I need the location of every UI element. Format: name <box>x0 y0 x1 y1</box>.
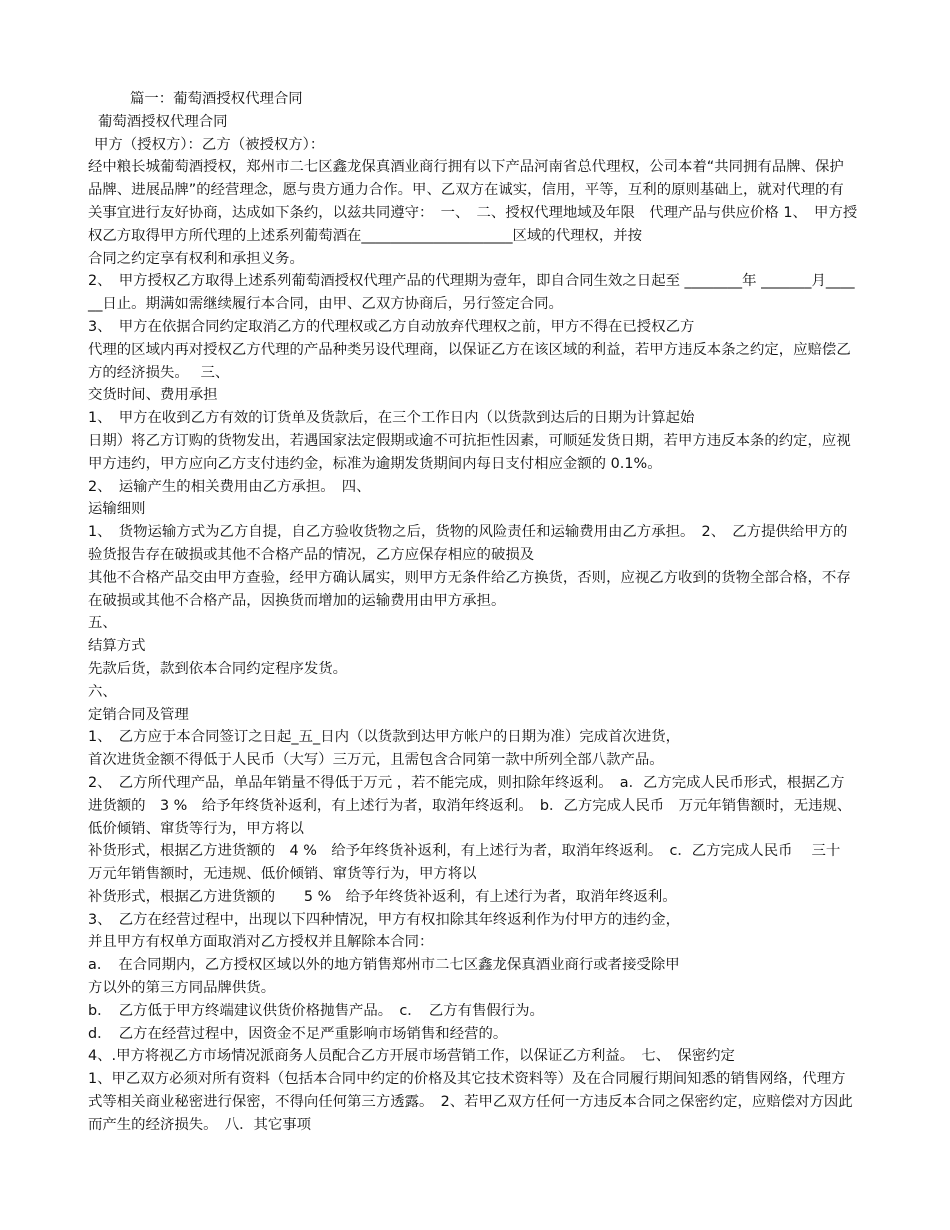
paragraph: 3、 甲方在依据合同约定取消乙方的代理权或乙方自动放弃代理权之前，甲方不得在已授权乙方 <box>88 318 695 335</box>
paragraph: 1、甲乙双方必须对所有资料（包括本合同中约定的价格及其它技术资料等）及在合同履行期间知悉的销售网络，代理方式等相关商业秘密进行保密，不得向任何第三方透露。 2、若甲乙双方任何一方违反本合同之保密约定，应赔偿对方因此而产生的经济损失。 八．其它事项 <box>88 1071 853 1133</box>
paragraph: 2、 乙方所代理产品，单品年销量不得低于万元 ，若不能完成，则扣除年终返利。 a．乙方完成人民币形式，根据乙方进货额的 3 % 给予年终货补返利，有上述行为者，取消年终返利。 b．乙方完成人民币 万元年销售额时，无违规、低价倾销、窜货等行为，甲方将以 <box>88 774 852 837</box>
document-body <box>88 88 858 1137</box>
contract-title: 葡萄酒授权代理合同 <box>98 113 228 130</box>
paragraph: 3、 乙方在经营过程中，出现以下四种情况，甲方有权扣除其年终返利作为付甲方的违约金， <box>88 911 680 928</box>
paragraph: 日期）将乙方订购的货物发出，若遇国家法定假期或逾不可抗拒性因素，可顺延发货日期，若甲方违反本条的约定，应视甲方违约，甲方应向乙方支付违约金，标准为逾期发货期间内每日支付相应金额的 0.1%。 <box>88 432 851 472</box>
section-heading: 结算方式 <box>88 638 146 655</box>
section-number: 六、 <box>88 683 117 700</box>
paragraph: 补货形式，根据乙方进货额的 5 % 给予年终货补返利，有上述行为者，取消年终返利。 <box>88 888 677 905</box>
paragraph: 2、 运输产生的相关费用由乙方承担。 四、 <box>88 478 371 495</box>
paragraph: 1、 甲方在收到乙方有效的订货单及货款后，在三个工作日内（以货款到达后的日期为计算起始 <box>88 410 695 427</box>
section-heading: 交货时间、费用承担 <box>88 387 218 404</box>
paragraph: 4、.甲方将视乙方市场情况派商务人员配合乙方开展市场营销工作，以保证乙方利益。 七、 保密约定 <box>88 1048 735 1065</box>
paragraph: 先款后货，款到依本合同约定程序发货。 <box>88 660 348 677</box>
doc-heading: 篇一：葡萄酒授权代理合同 <box>130 91 303 107</box>
paragraph: 经中粮长城葡萄酒授权，郑州市二七区鑫龙保真酒业商行拥有以下产品河南省总代理权，公司本着“共同拥有品牌、保护品牌、进展品牌”的经营理念，愿与贵方通力合作。甲、乙双方在诚实，信用，平等，互利的原则基础上，就对代理的有关事宜进行友好协商，达成如下条约，以兹共同遵守： 一、 二、授权代理地域及年限 代理产品与供应价格 1、 甲方授权乙方取得甲方所代理的上述系列葡萄酒在_____________________区域的代理权，并按 <box>88 159 858 244</box>
parties-line: 甲方（授权方）：乙方（被授权方）： <box>94 136 325 153</box>
paragraph: 其他不合格产品交由甲方查验，经甲方确认属实，则甲方无条件给乙方换货，否则，应视乙方收到的货物全部合格，不存在破损或其他不合格产品，因换货而增加的运输费用由甲方承担。 <box>88 569 851 609</box>
section-heading: 运输细则 <box>88 501 146 518</box>
paragraph: 方以外的第三方同品牌供货。 <box>88 980 276 997</box>
paragraph: 代理的区域内再对授权乙方代理的产品种类另设代理商，以保证乙方在该区域的利益，若甲方违反本条之约定，应赔偿乙方的经济损失。 三、 <box>88 341 851 381</box>
paragraph: 合同之约定享有权利和承担义务。 <box>88 250 304 267</box>
paragraph: 1、 货物运输方式为乙方自提，自乙方验收货物之后，货物的风险责任和运输费用由乙方承担。 2、 乙方提供给甲方的验货报告存在破损或其他不合格产品的情况，乙方应保存相应的破损及 <box>88 524 848 563</box>
paragraph: 1、 乙方应于本合同签订之日起_五_日内（以货款到达甲方帐户的日期为准）完成首次进货， <box>88 729 680 746</box>
paragraph: 补货形式，根据乙方进货额的 4 % 给予年终货补返利，有上述行为者，取消年终返利。 c．乙方完成人民币 三十 万元年销售额时，无违规、低价倾销、窜货等行为，甲方将以 <box>88 843 855 883</box>
paragraph: 首次进货金额不得低于人民币（大写）三万元，且需包含合同第一款中所列全部八款产品。 <box>88 752 664 769</box>
paragraph: d． 乙方在经营过程中，因资金不足严重影响市场销售和经营的。 <box>88 1025 508 1042</box>
paragraph: 2、 甲方授权乙方取得上述系列葡萄酒授权代理产品的代理期为壹年，即自合同生效之日起至 ________年 _______月______日止。期满如需继续履行本合同，由甲、乙双方协商后，另行签定合同。 <box>88 273 855 313</box>
section-heading: 定销合同及管理 <box>88 706 189 723</box>
paragraph: a． 在合同期内，乙方授权区域以外的地方销售郑州市二七区鑫龙保真酒业商行或者接受除甲 <box>88 957 680 974</box>
paragraph: 并且甲方有权单方面取消对乙方授权并且解除本合同： <box>88 934 434 951</box>
paragraph: b． 乙方低于甲方终端建议供货价格抛售产品。 c． 乙方有售假行为。 <box>88 1002 544 1019</box>
section-number: 五、 <box>88 615 117 632</box>
